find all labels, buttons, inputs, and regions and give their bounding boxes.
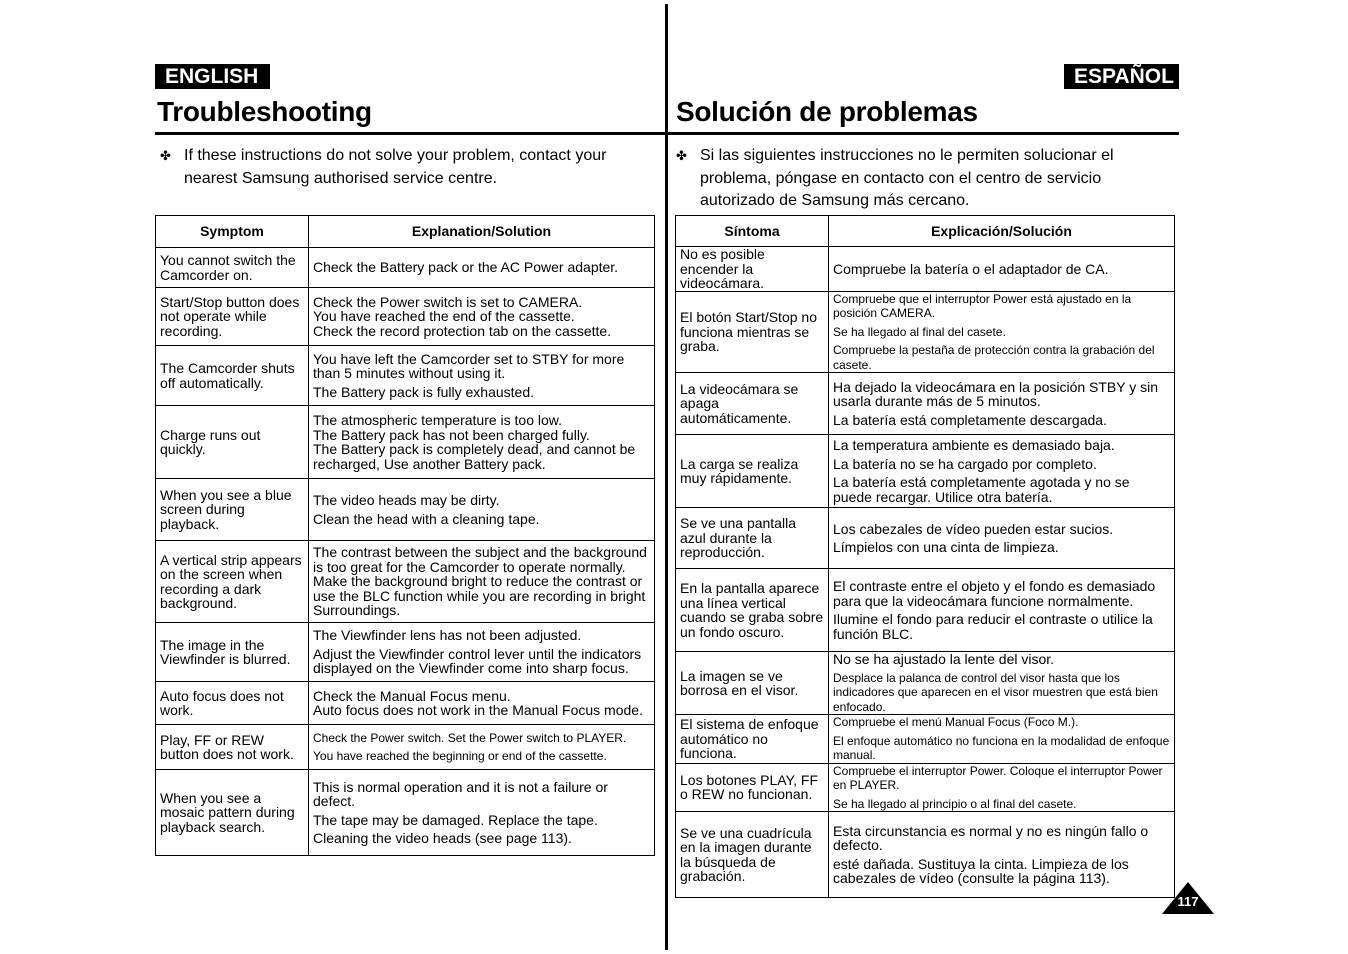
solution-cell xyxy=(309,682,655,725)
solution-line: Compruebe la pestaña de protección contra la grabación del casete. xyxy=(833,343,1155,372)
symptom-cell: Charge runs out quickly. xyxy=(156,406,309,479)
table-row xyxy=(156,346,655,406)
solution-cell xyxy=(829,652,1175,715)
symptom-cell: Auto focus does not work. xyxy=(156,682,309,725)
table-row xyxy=(156,288,655,346)
english-language-badge: ENGLISH xyxy=(155,64,270,89)
symptom-header: Síntoma xyxy=(676,216,829,247)
symptom-cell: Play, FF or REW button does not work. xyxy=(156,725,309,770)
bullet-icon: ✤ xyxy=(160,148,171,163)
solution-line: Los cabezales de vídeo pueden estar sucios. xyxy=(833,520,1114,537)
bullet-icon: ✤ xyxy=(676,148,687,163)
solution-header: Explanation/Solution xyxy=(309,216,655,248)
solution-line: Compruebe la batería o el adaptador de CA. xyxy=(833,260,1109,277)
solution-line: La temperatura ambiente es demasiado baja. xyxy=(833,437,1115,453)
table-row xyxy=(156,725,655,770)
spanish-intro-text: Si las siguientes instrucciones no le permiten solucionar el problema, póngase en contacto con el centro de servicio autorizado de Samsung más cercano. xyxy=(700,147,1114,209)
solution-line: Desplace la palanca de control del visor hasta que los indicadores que aparecen en el visor muestren que está bien enfocado. xyxy=(833,670,1158,714)
symptom-cell: When you see a mosaic pattern during playback search. xyxy=(156,770,309,856)
table-row xyxy=(156,623,655,682)
solution-cell xyxy=(829,373,1175,435)
english-troubleshooting-table xyxy=(155,215,655,856)
symptom-cell: Start/Stop button does not operate while recording. xyxy=(156,288,309,346)
solution-line: Compruebe el interruptor Power. Coloque el interruptor Power en PLAYER. xyxy=(833,763,1163,792)
solution-cell xyxy=(829,291,1175,373)
solution-cell xyxy=(309,288,655,346)
solution-line: esté dañada. Sustituya la cinta. Limpieza de los cabezales de vídeo (consulte la página 113). xyxy=(833,855,1129,886)
spanish-title-rule xyxy=(668,132,1179,135)
solution-line: Clean the head with a cleaning tape. xyxy=(313,510,540,527)
solution-line: Adjust the Viewfinder control lever until the indicators displayed on the Viewfinder come into sharp focus. xyxy=(313,645,642,677)
solution-line: Ha dejado la videocámara en la posición STBY y sin usarla durante más de 5 minutos. xyxy=(833,378,1159,410)
solution-line: Ilumine el fondo para reducir el contraste o utilice la función BLC. xyxy=(833,611,1153,642)
symptom-cell: No es posible encender la videocámara. xyxy=(676,247,829,292)
symptom-cell: When you see a blue screen during playback. xyxy=(156,479,309,541)
solution-cell xyxy=(309,248,655,288)
symptom-header: Symptom xyxy=(156,216,309,248)
solution-line: The Viewfinder lens has not been adjusted. xyxy=(313,627,582,644)
solution-line: Se ha llegado al final del casete. xyxy=(833,324,1006,339)
table-row xyxy=(676,435,1175,508)
symptom-cell: Se ve una pantalla azul durante la reproducción. xyxy=(676,508,829,569)
solution-line: This is normal operation and it is not a failure or defect. xyxy=(313,778,608,809)
solution-cell xyxy=(829,508,1175,569)
solution-line: Esta circunstancia es normal y no es ningún fallo o defecto. xyxy=(833,822,1149,853)
table-row xyxy=(676,373,1175,435)
solution-line: The tape may be damaged. Replace the tape. xyxy=(313,811,598,828)
table-row xyxy=(676,715,1175,764)
solution-cell xyxy=(309,406,655,479)
solution-line: La batería no se ha cargado por completo. xyxy=(833,455,1097,472)
spanish-page-title: Solución de problemas xyxy=(676,96,978,127)
symptom-cell: A vertical strip appears on the screen when recording a dark background. xyxy=(156,541,309,623)
spanish-language-badge: ESPAÑOL xyxy=(1064,64,1179,89)
table-row xyxy=(156,406,655,479)
table-row xyxy=(676,247,1175,292)
english-intro xyxy=(160,145,630,190)
solution-cell xyxy=(829,435,1175,508)
solution-line: El contraste entre el objeto y el fondo es demasiado para que la videocámara funcione normalmente. xyxy=(833,578,1156,609)
symptom-cell: La imagen se ve borrosa en el visor. xyxy=(676,652,829,715)
solution-line: El enfoque automático no funciona en la modalidad de enfoque manual. xyxy=(833,733,1170,762)
table-row xyxy=(676,291,1175,373)
solution-line: La batería está completamente descargada. xyxy=(833,411,1107,428)
solution-line: The video heads may be dirty. xyxy=(313,492,500,508)
solution-cell xyxy=(309,725,655,770)
solution-line: No se ha ajustado la lente del visor. xyxy=(833,651,1055,667)
table-row xyxy=(676,569,1175,652)
symptom-cell: En la pantalla aparece una línea vertical cuando se graba sobre un fondo oscuro. xyxy=(676,569,829,652)
table-row xyxy=(156,541,655,623)
table-row xyxy=(676,763,1175,812)
english-title-rule xyxy=(155,132,667,135)
solution-line: Check the Manual Focus menu. Auto focus does not work in the Manual Focus mode. xyxy=(313,687,643,718)
solution-cell xyxy=(309,346,655,406)
solution-line: Cleaning the video heads (see page 113). xyxy=(313,830,572,846)
solution-line: Check the Power switch is set to CAMERA. You have reached the end of the cassette. Check the record protection tab on the cassette. xyxy=(313,293,612,339)
symptom-cell: The image in the Viewfinder is blurred. xyxy=(156,623,309,682)
solution-line: Check the Battery pack or the AC Power adapter. xyxy=(313,259,619,276)
table-row xyxy=(156,479,655,541)
table-row xyxy=(676,812,1175,898)
solution-line: The contrast between the subject and the background is too great for the Camcorder to operate normally. Make the background bright to reduce the contrast or use the BLC function while you are recording in bright Surroundings. xyxy=(313,544,647,619)
english-intro-text: If these instructions do not solve your problem, contact your nearest Samsung authorised service centre. xyxy=(184,147,607,187)
symptom-cell: El botón Start/Stop no funciona mientras se graba. xyxy=(676,291,829,373)
symptom-cell: The Camcorder shuts off automatically. xyxy=(156,346,309,406)
solution-line: Compruebe que el interruptor Power está ajustado en la posición CAMERA. xyxy=(833,291,1132,320)
table-row xyxy=(676,652,1175,715)
symptom-cell: La carga se realiza muy rápidamente. xyxy=(676,435,829,508)
solution-line: Se ha llegado al principio o al final del casete. xyxy=(833,796,1077,811)
solution-line: The atmospheric temperature is too low. The Battery pack has not been charged fully. The Battery pack is completely dead, and cannot be recharged, Use another Battery pack. xyxy=(313,412,636,472)
solution-line: You have reached the beginning or end of the cassette. xyxy=(313,749,607,763)
solution-cell xyxy=(829,812,1175,898)
symptom-cell: El sistema de enfoque automático no funciona. xyxy=(676,715,829,764)
solution-cell xyxy=(309,541,655,623)
spanish-troubleshooting-table xyxy=(675,215,1175,898)
solution-cell xyxy=(309,623,655,682)
solution-line: Límpielos con una cinta de limpieza. xyxy=(833,539,1059,555)
table-row xyxy=(676,508,1175,569)
solution-header: Explicación/Solución xyxy=(829,216,1175,247)
table-row xyxy=(156,682,655,725)
solution-cell xyxy=(829,247,1175,292)
page-center-divider xyxy=(665,4,668,950)
solution-line: La batería está completamente agotada y no se puede recargar. Utilice otra batería. xyxy=(833,474,1130,505)
solution-cell xyxy=(309,479,655,541)
symptom-cell: La videocámara se apaga automáticamente. xyxy=(676,373,829,435)
solution-line: Check the Power switch. Set the Power switch to PLAYER. xyxy=(313,730,627,745)
solution-cell xyxy=(829,715,1175,764)
table-row xyxy=(156,770,655,856)
symptom-cell: You cannot switch the Camcorder on. xyxy=(156,248,309,288)
solution-line: The Battery pack is fully exhausted. xyxy=(313,383,534,400)
table-row xyxy=(156,248,655,288)
solution-line: Compruebe el menú Manual Focus (Foco M.). xyxy=(833,715,1079,729)
solution-line: You have left the Camcorder set to STBY for more than 5 minutes without using it. xyxy=(313,350,625,382)
page-number: 117 xyxy=(1177,894,1199,909)
symptom-cell: Los botones PLAY, FF o REW no funcionan. xyxy=(676,763,829,812)
page-number-badge xyxy=(1162,882,1214,914)
solution-cell xyxy=(829,763,1175,812)
solution-cell xyxy=(309,770,655,856)
solution-cell xyxy=(829,569,1175,652)
symptom-cell: Se ve una cuadrícula en la imagen durante la búsqueda de grabación. xyxy=(676,812,829,898)
english-page-title: Troubleshooting xyxy=(157,96,372,127)
spanish-intro xyxy=(676,145,1146,213)
